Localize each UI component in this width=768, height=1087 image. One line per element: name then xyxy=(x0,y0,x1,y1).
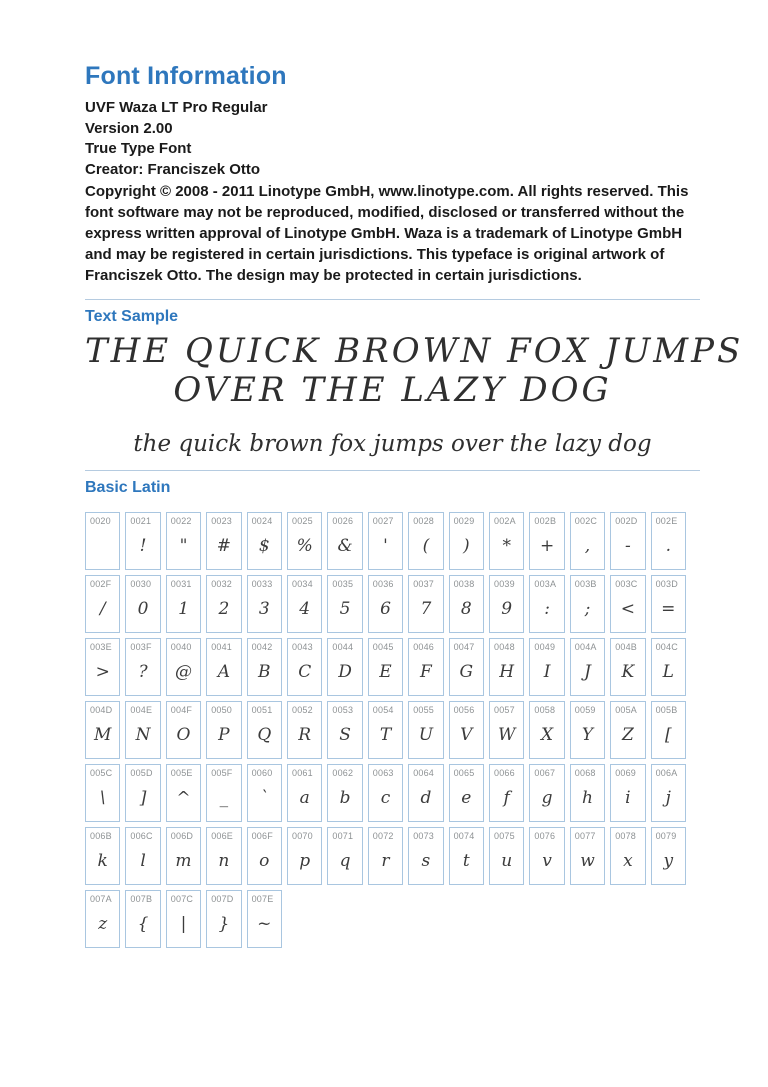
codepoint-label: 007B xyxy=(130,894,153,904)
glyph-sample: 7 xyxy=(420,599,432,619)
codepoint-label: 005E xyxy=(170,768,193,778)
copyright-text: Copyright © 2008 - 2011 Linotype GmbH, www.linotype.com. All rights reserved. This font software may not be reproduced, modified, disclosed or transferred without the express written approval of Linotype GmbH. Waza is a trademark of Linotype GmbH and may be registered in certain jurisdictions. This typeface is original artwork of Franciszek Otto. The design may be protected in certain jurisdictions. xyxy=(85,183,689,284)
glyph-cell-0045 xyxy=(368,638,403,696)
glyph-cell-005F xyxy=(206,764,241,822)
glyph-sample: n xyxy=(218,851,230,871)
font-version: Version 2.00 xyxy=(85,119,173,137)
glyph-sample: : xyxy=(544,599,550,619)
glyph-sample: B xyxy=(258,662,271,682)
codepoint-label: 005F xyxy=(211,768,233,778)
glyph-cell-005B xyxy=(651,701,686,759)
glyph-cell-0075 xyxy=(489,827,524,885)
glyph-sample: s xyxy=(421,851,431,871)
codepoint-label: 0075 xyxy=(494,831,515,841)
font-format: True Type Font xyxy=(85,140,192,157)
glyph-sample: _ xyxy=(219,788,229,808)
glyph-sample: j xyxy=(665,788,671,808)
codepoint-label: 0079 xyxy=(655,831,677,841)
glyph-cell-0048 xyxy=(489,638,524,696)
glyph-sample: N xyxy=(135,725,151,745)
codepoint-label: 005B xyxy=(655,705,678,715)
glyph-cell-0058 xyxy=(529,701,564,759)
codepoint-label: 0025 xyxy=(292,516,313,526)
codepoint-label: 0047 xyxy=(453,642,475,652)
codepoint-label: 006C xyxy=(130,831,153,841)
codepoint-label: 0043 xyxy=(292,642,313,652)
glyph-cell-003A xyxy=(529,575,564,633)
codepoint-label: 0027 xyxy=(372,516,394,526)
codepoint-label: 003E xyxy=(90,642,112,652)
basic-latin-heading: Basic Latin xyxy=(85,479,171,496)
glyph-sample: l xyxy=(140,851,146,871)
codepoint-label: 005D xyxy=(130,768,153,778)
glyph-sample: ? xyxy=(138,662,148,682)
glyph-cell-007E xyxy=(247,890,282,948)
codepoint-label: 003A xyxy=(534,579,557,589)
glyph-cell-0035 xyxy=(327,575,362,633)
glyph-cell-0065 xyxy=(449,764,484,822)
glyph-cell-0069 xyxy=(610,764,645,822)
glyph-cell-003D xyxy=(651,575,686,633)
codepoint-label: 0022 xyxy=(170,516,192,526)
codepoint-label: 0051 xyxy=(251,705,273,715)
glyph-cell-0078 xyxy=(610,827,645,885)
codepoint-label: 0023 xyxy=(211,516,233,526)
glyph-sample: Q xyxy=(257,725,272,745)
glyph-sample: . xyxy=(665,536,671,556)
glyph-cell-005C xyxy=(85,764,120,822)
glyph-cell-007B xyxy=(125,890,160,948)
glyph-cell-0053 xyxy=(327,701,362,759)
glyph-cell-005D xyxy=(125,764,160,822)
codepoint-label: 0032 xyxy=(211,579,233,589)
glyph-sample: & xyxy=(337,536,353,556)
glyph-cell-006B xyxy=(85,827,120,885)
glyph-cell-0079 xyxy=(651,827,686,885)
glyph-sample: U xyxy=(418,725,434,745)
glyph-cell-003E xyxy=(85,638,120,696)
section-divider xyxy=(85,299,700,300)
glyph-cell-0056 xyxy=(449,701,484,759)
glyph-cell-0031 xyxy=(166,575,201,633)
glyph-cell-0072 xyxy=(368,827,403,885)
glyph-sample: f xyxy=(503,788,510,808)
glyph-sample: 6 xyxy=(380,599,391,619)
codepoint-label: 0068 xyxy=(574,768,596,778)
basic-latin-grid xyxy=(85,512,686,948)
glyph-sample: a xyxy=(299,788,310,808)
codepoint-label: 004E xyxy=(130,705,153,715)
glyph-sample: 3 xyxy=(258,599,270,619)
codepoint-label: 0021 xyxy=(130,516,152,526)
text-sample-heading: Text Sample xyxy=(85,308,179,325)
codepoint-label: 006A xyxy=(655,768,678,778)
glyph-cell-0063 xyxy=(368,764,403,822)
glyph-sample: O xyxy=(176,725,191,745)
glyph-sample: V xyxy=(460,725,473,745)
codepoint-label: 0042 xyxy=(251,642,273,652)
glyph-sample: } xyxy=(218,914,230,934)
glyph-cell-0047 xyxy=(449,638,484,696)
codepoint-label: 0066 xyxy=(494,768,515,778)
codepoint-label: 0046 xyxy=(413,642,435,652)
glyph-cell-0030 xyxy=(125,575,160,633)
codepoint-label: 002B xyxy=(534,516,557,526)
glyph-sample: R xyxy=(298,725,312,745)
glyph-sample: ] xyxy=(139,788,147,808)
glyph-sample: 4 xyxy=(299,599,311,619)
glyph-sample: A xyxy=(217,662,231,682)
glyph-sample: $ xyxy=(258,536,270,556)
glyph-sample: 5 xyxy=(339,599,351,619)
glyph-sample: e xyxy=(461,788,472,808)
codepoint-label: 0030 xyxy=(130,579,152,589)
glyph-cell-006A xyxy=(651,764,686,822)
glyph-sample: Y xyxy=(581,725,594,745)
glyph-sample: X xyxy=(541,725,554,745)
codepoint-label: 0052 xyxy=(292,705,313,715)
glyph-sample: ` xyxy=(260,788,269,808)
glyph-sample: T xyxy=(379,725,392,745)
glyph-cell-006D xyxy=(166,827,201,885)
glyph-sample: I xyxy=(543,662,551,682)
glyph-cell-0022 xyxy=(166,512,201,570)
codepoint-label: 0050 xyxy=(211,705,233,715)
codepoint-label: 002C xyxy=(574,516,598,526)
glyph-sample: t xyxy=(462,851,470,871)
codepoint-label: 007C xyxy=(170,894,194,904)
codepoint-label: 0036 xyxy=(372,579,394,589)
codepoint-label: 0071 xyxy=(332,831,354,841)
codepoint-label: 0026 xyxy=(332,516,354,526)
glyph-sample: y xyxy=(663,851,674,871)
glyph-cell-0051 xyxy=(247,701,282,759)
codepoint-label: 005A xyxy=(615,705,638,715)
glyph-cell-0049 xyxy=(529,638,564,696)
codepoint-label: 0077 xyxy=(574,831,596,841)
glyph-sample: v xyxy=(542,851,552,871)
glyph-cell-0025 xyxy=(287,512,322,570)
glyph-cell-0073 xyxy=(408,827,443,885)
codepoint-label: 004A xyxy=(574,642,597,652)
glyph-sample: g xyxy=(541,788,553,808)
codepoint-label: 003F xyxy=(130,642,152,652)
glyph-sample: { xyxy=(137,914,149,934)
glyph-cell-0026 xyxy=(327,512,362,570)
codepoint-label: 0033 xyxy=(251,579,273,589)
glyph-cell-004C xyxy=(651,638,686,696)
glyph-sample: \ xyxy=(99,788,106,808)
glyph-cell-0027 xyxy=(368,512,403,570)
glyph-sample: # xyxy=(216,536,232,556)
glyph-cell-0071 xyxy=(327,827,362,885)
glyph-sample: + xyxy=(539,536,555,556)
glyph-sample: 2 xyxy=(218,599,230,619)
glyph-cell-0076 xyxy=(529,827,564,885)
glyph-cell-006E xyxy=(206,827,241,885)
glyph-cell-003C xyxy=(610,575,645,633)
codepoint-label: 003B xyxy=(574,579,597,589)
codepoint-label: 0048 xyxy=(494,642,515,652)
glyph-sample: ) xyxy=(462,536,470,556)
glyph-sample: 1 xyxy=(178,599,189,619)
glyph-sample: z xyxy=(98,914,108,934)
codepoint-label: 0064 xyxy=(413,768,435,778)
sample-lowercase-line: the quick brown fox jumps over the lazy dog xyxy=(133,431,652,457)
codepoint-label: 006B xyxy=(90,831,112,841)
codepoint-label: 0073 xyxy=(413,831,435,841)
codepoint-label: 002D xyxy=(615,516,638,526)
glyph-cell-0077 xyxy=(570,827,605,885)
codepoint-label: 004B xyxy=(615,642,638,652)
codepoint-label: 0063 xyxy=(372,768,394,778)
glyph-cell-007C xyxy=(166,890,201,948)
glyph-cell-0043 xyxy=(287,638,322,696)
glyph-sample: 9 xyxy=(501,599,513,619)
glyph-cell-004A xyxy=(570,638,605,696)
glyph-sample: C xyxy=(298,662,312,682)
codepoint-label: 0060 xyxy=(251,768,273,778)
codepoint-label: 0039 xyxy=(494,579,515,589)
glyph-cell-0059 xyxy=(570,701,605,759)
codepoint-label: 0020 xyxy=(90,516,111,526)
glyph-sample: | xyxy=(180,914,187,934)
codepoint-label: 003C xyxy=(615,579,638,589)
codepoint-label: 0038 xyxy=(453,579,475,589)
codepoint-label: 007D xyxy=(211,894,234,904)
glyph-cell-0064 xyxy=(408,764,443,822)
glyph-cell-002C xyxy=(570,512,605,570)
glyph-sample: [ xyxy=(664,725,672,745)
glyph-sample: K xyxy=(621,662,635,682)
glyph-cell-0074 xyxy=(449,827,484,885)
glyph-cell-0037 xyxy=(408,575,443,633)
glyph-sample: W xyxy=(497,725,516,745)
glyph-sample: D xyxy=(338,662,352,682)
codepoint-label: 004C xyxy=(655,642,678,652)
glyph-cell-0046 xyxy=(408,638,443,696)
glyph-cell-0068 xyxy=(570,764,605,822)
glyph-cell-0028 xyxy=(408,512,443,570)
glyph-sample: h xyxy=(582,788,593,808)
codepoint-label: 0040 xyxy=(170,642,192,652)
glyph-sample: 0 xyxy=(137,599,149,619)
codepoint-label: 0035 xyxy=(332,579,354,589)
glyph-sample: c xyxy=(380,788,391,808)
glyph-cell-0050 xyxy=(206,701,241,759)
glyph-cell-0055 xyxy=(408,701,443,759)
glyph-sample: / xyxy=(99,599,106,619)
glyph-cell-0052 xyxy=(287,701,322,759)
glyph-cell-0038 xyxy=(449,575,484,633)
codepoint-label: 0062 xyxy=(332,768,354,778)
glyph-sample: m xyxy=(175,851,192,871)
glyph-cell-004E xyxy=(125,701,160,759)
glyph-cell-0061 xyxy=(287,764,322,822)
glyph-sample: F xyxy=(419,662,432,682)
codepoint-label: 007E xyxy=(251,894,274,904)
codepoint-label: 0044 xyxy=(332,642,354,652)
glyph-cell-0032 xyxy=(206,575,241,633)
glyph-sample: ; xyxy=(584,599,591,619)
glyph-sample: " xyxy=(179,536,188,556)
codepoint-label: 0053 xyxy=(332,705,354,715)
glyph-sample: p xyxy=(299,851,311,871)
glyph-sample: E xyxy=(379,662,392,682)
glyph-sample: 8 xyxy=(460,599,472,619)
glyph-sample: ( xyxy=(422,536,430,556)
glyph-cell-0067 xyxy=(529,764,564,822)
glyph-sample: @ xyxy=(174,662,192,682)
section-divider xyxy=(85,470,700,471)
glyph-sample: r xyxy=(381,851,390,871)
codepoint-label: 0072 xyxy=(372,831,394,841)
glyph-sample: * xyxy=(502,536,511,556)
codepoint-label: 0061 xyxy=(292,768,313,778)
text-sample-block xyxy=(85,331,744,457)
glyph-cell-0034 xyxy=(287,575,322,633)
glyph-sample: w xyxy=(580,851,595,871)
codepoint-label: 0045 xyxy=(372,642,394,652)
glyph-cell-003B xyxy=(570,575,605,633)
glyph-sample: , xyxy=(584,536,591,556)
codepoint-label: 002F xyxy=(90,579,112,589)
codepoint-label: 002E xyxy=(655,516,678,526)
glyph-sample: S xyxy=(339,725,351,745)
codepoint-label: 0054 xyxy=(372,705,394,715)
glyph-sample: > xyxy=(95,662,110,682)
codepoint-label: 003D xyxy=(655,579,678,589)
codepoint-label: 005C xyxy=(90,768,113,778)
glyph-sample: ' xyxy=(383,536,388,556)
codepoint-label: 007A xyxy=(90,894,112,904)
glyph-sample: k xyxy=(97,851,108,871)
glyph-sample: J xyxy=(584,662,591,682)
glyph-cell-006C xyxy=(125,827,160,885)
codepoint-label: 004D xyxy=(90,705,113,715)
codepoint-label: 006E xyxy=(211,831,234,841)
glyph-cell-0039 xyxy=(489,575,524,633)
font-creator: Creator: Franciszek Otto xyxy=(85,160,261,178)
codepoint-label: 0041 xyxy=(211,642,233,652)
glyph-cell-002B xyxy=(529,512,564,570)
glyph-cell-0057 xyxy=(489,701,524,759)
glyph-cell-0054 xyxy=(368,701,403,759)
glyph-sample: H xyxy=(499,662,515,682)
glyph-sample: x xyxy=(623,851,633,871)
glyph-sample: b xyxy=(339,788,351,808)
glyph-cell-0036 xyxy=(368,575,403,633)
glyph-sample: G xyxy=(459,662,474,682)
glyph-cell-0066 xyxy=(489,764,524,822)
codepoint-label: 0078 xyxy=(615,831,637,841)
codepoint-label: 0037 xyxy=(413,579,435,589)
codepoint-label: 0031 xyxy=(170,579,192,589)
glyph-cell-002A xyxy=(489,512,524,570)
page-title: Font Information xyxy=(85,62,287,90)
glyph-sample: M xyxy=(93,725,112,745)
glyph-sample: u xyxy=(501,851,513,871)
codepoint-label: 0069 xyxy=(615,768,637,778)
glyph-sample: ! xyxy=(139,536,147,556)
glyph-cell-0021 xyxy=(125,512,160,570)
glyph-cell-004B xyxy=(610,638,645,696)
glyph-sample: d xyxy=(420,788,432,808)
codepoint-label: 002A xyxy=(494,516,516,526)
codepoint-label: 0074 xyxy=(453,831,475,841)
glyph-cell-006F xyxy=(247,827,282,885)
codepoint-label: 0058 xyxy=(534,705,556,715)
codepoint-label: 0055 xyxy=(413,705,435,715)
glyph-sample: o xyxy=(259,851,270,871)
glyph-sample: = xyxy=(661,599,676,619)
glyph-cell-0040 xyxy=(166,638,201,696)
glyph-sample: Z xyxy=(621,725,634,745)
codepoint-label: 0028 xyxy=(413,516,435,526)
glyph-cell-007D xyxy=(206,890,241,948)
glyph-cell-0033 xyxy=(247,575,282,633)
codepoint-label: 0065 xyxy=(453,768,475,778)
codepoint-label: 006F xyxy=(251,831,273,841)
glyph-cell-007A xyxy=(85,890,120,948)
glyph-cell-002F xyxy=(85,575,120,633)
glyph-cell-005A xyxy=(610,701,645,759)
glyph-cell-004D xyxy=(85,701,120,759)
sample-uppercase-line1: THE QUICK BROWN FOX JUMPS xyxy=(85,331,744,371)
codepoint-label: 0049 xyxy=(534,642,556,652)
codepoint-label: 006D xyxy=(170,831,194,841)
glyph-cell-002E xyxy=(651,512,686,570)
codepoint-label: 0059 xyxy=(574,705,596,715)
glyph-cell-0023 xyxy=(206,512,241,570)
codepoint-label: 0076 xyxy=(534,831,556,841)
glyph-sample: < xyxy=(620,599,636,619)
codepoint-label: 004F xyxy=(170,705,193,715)
glyph-cell-0042 xyxy=(247,638,282,696)
glyph-cell-0044 xyxy=(327,638,362,696)
codepoint-label: 0029 xyxy=(453,516,475,526)
codepoint-label: 0057 xyxy=(494,705,515,715)
font-name: UVF Waza LT Pro Regular xyxy=(85,99,268,116)
glyph-sample: ^ xyxy=(176,788,191,808)
codepoint-label: 0024 xyxy=(251,516,273,526)
sample-uppercase-line2: OVER THE LAZY DOG xyxy=(173,370,612,410)
glyph-sample: P xyxy=(218,725,230,745)
glyph-cell-0029 xyxy=(449,512,484,570)
glyph-sample: L xyxy=(662,662,674,682)
codepoint-label: 0067 xyxy=(534,768,556,778)
glyph-cell-002D xyxy=(610,512,645,570)
glyph-sample: % xyxy=(296,536,313,556)
glyph-cell-005E xyxy=(166,764,201,822)
glyph-sample: q xyxy=(339,851,351,871)
glyph-sample: ~ xyxy=(257,914,272,934)
codepoint-label: 0070 xyxy=(292,831,313,841)
glyph-cell-0060 xyxy=(247,764,282,822)
glyph-cell-004F xyxy=(166,701,201,759)
glyph-cell-0024 xyxy=(247,512,282,570)
glyph-cell-0041 xyxy=(206,638,241,696)
glyph-cell-0070 xyxy=(287,827,322,885)
glyph-sample: - xyxy=(625,536,631,556)
glyph-cell-0062 xyxy=(327,764,362,822)
glyph-sample: i xyxy=(625,788,631,808)
glyph-cell-0020 xyxy=(85,512,120,570)
codepoint-label: 0056 xyxy=(453,705,475,715)
codepoint-label: 0034 xyxy=(292,579,313,589)
glyph-cell-003F xyxy=(125,638,160,696)
